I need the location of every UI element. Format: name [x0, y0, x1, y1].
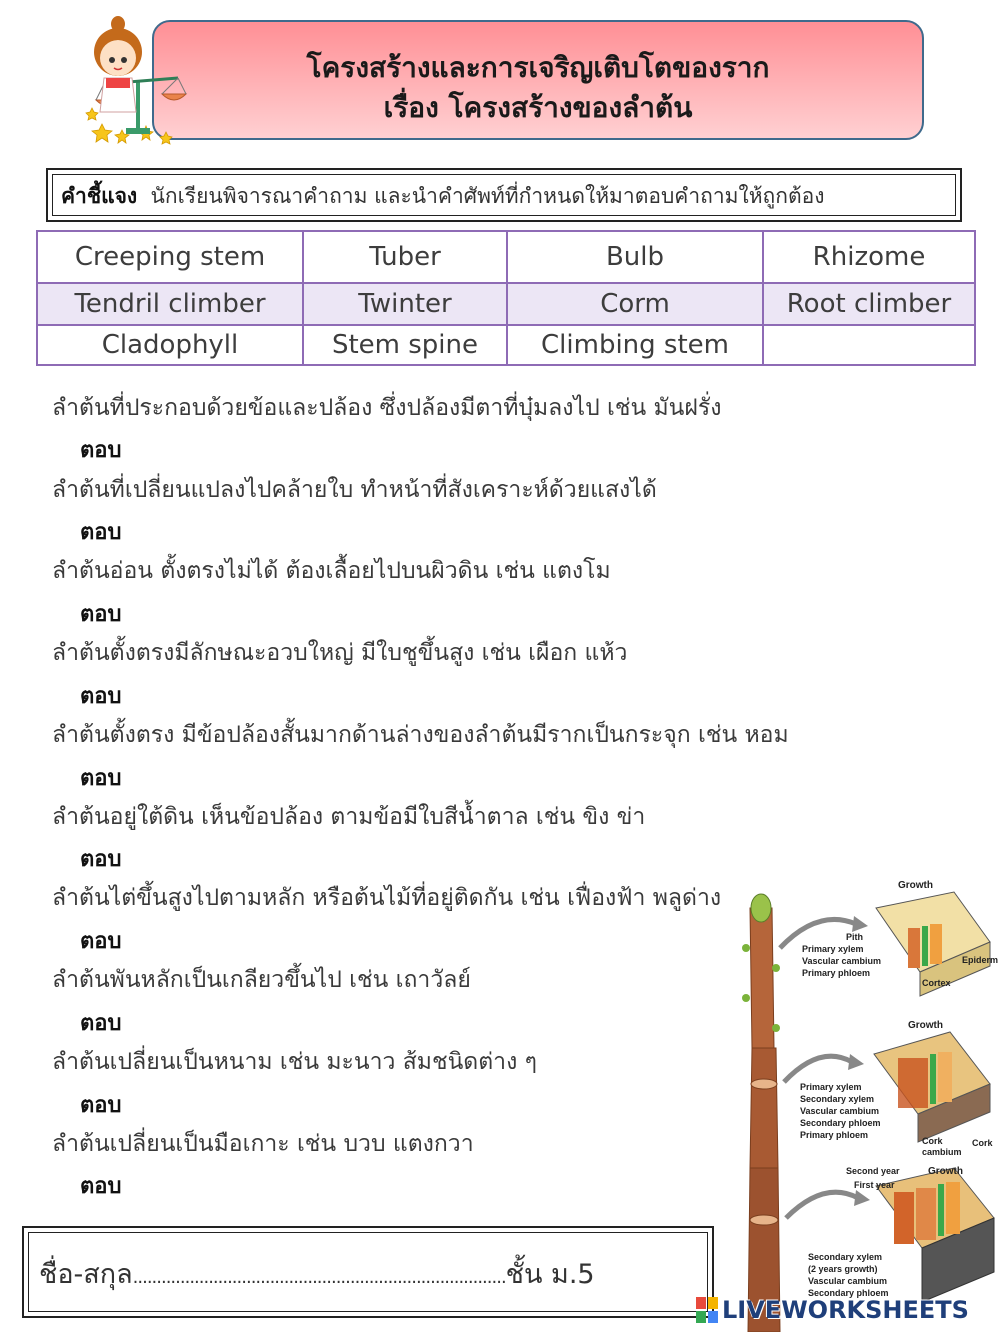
label-primary-phloem-2: Primary phloem [800, 1130, 869, 1140]
term-row [37, 231, 975, 283]
name-dots[interactable]: ............................................................................... [132, 1267, 506, 1288]
question-10: ลำต้นเปลี่ยนเป็นมือเกาะ เช่น บวบ แตงกวา [52, 1131, 474, 1157]
term-cell: Corm [507, 283, 763, 325]
question-8: ลำต้นพันหลักเป็นเกลียวขึ้นไป เช่น เถาวัลย์ [52, 967, 471, 993]
label-primary-xylem: Primary xylem [802, 944, 864, 954]
term-row [37, 283, 975, 325]
term-cell: Stem spine [303, 325, 507, 365]
term-cell: Root climber [763, 283, 975, 325]
question-5: ลำต้นตั้งตรง มีข้อปล้องสั้นมากด้านล่างของลำต้นมีรากเป็นกระจุก เช่น หอม [52, 722, 789, 748]
liveworksheets-mark-icon [696, 1297, 718, 1323]
answer-label-2[interactable]: ตอบ [80, 520, 122, 545]
label-second-year: Second year [846, 1166, 900, 1176]
label-secondary-xylem: Secondary xylem [800, 1094, 875, 1104]
label-vascular-cambium-2: Vascular cambium [800, 1106, 880, 1116]
title-banner [152, 20, 924, 140]
term-bank-table [36, 230, 976, 366]
growth-label-1: Growth [898, 880, 933, 891]
label-first-year: First year [854, 1180, 895, 1190]
label-secondary-phloem: Secondary phloem [800, 1118, 881, 1128]
label-cork-cambium-2: cambium [922, 1147, 962, 1157]
growth-label-3: Growth [928, 1166, 963, 1177]
stem-growth-diagram [728, 868, 1000, 1332]
label-secondary-phloem-3: Secondary phloem [808, 1288, 889, 1298]
question-4: ลำต้นตั้งตรงมีลักษณะอวบใหญ่ มีใบชูขึ้นสูง เช่น เผือก แห้ว [52, 640, 628, 666]
answer-label-9[interactable]: ตอบ [80, 1093, 122, 1118]
term-cell: Creeping stem [37, 231, 303, 283]
question-7: ลำต้นไต่ขึ้นสูงไปตามหลัก หรือต้นไม้ที่อยู่ติดกัน เช่น เฟื่องฟ้า พลูด่าง [52, 885, 722, 911]
label-pith: Pith [846, 932, 863, 942]
question-2: ลำต้นที่เปลี่ยนแปลงไปคล้ายใบ ทำหน้าที่สังเคราะห์ด้วยแสงได้ [52, 477, 657, 503]
answer-label-6[interactable]: ตอบ [80, 847, 122, 872]
term-cell: Twinter [303, 283, 507, 325]
label-secondary-xylem-3: Secondary xylem [808, 1252, 883, 1262]
label-primary-xylem-2: Primary xylem [800, 1082, 862, 1092]
question-6: ลำต้นอยู่ใต้ดิน เห็นข้อปล้อง ตามข้อมีใบสีน้ำตาล เช่น ขิง ข่า [52, 804, 646, 830]
answer-label-10[interactable]: ตอบ [80, 1174, 122, 1199]
name-class-box [22, 1226, 714, 1318]
term-cell: Cladophyll [37, 325, 303, 365]
class-label: ชั้น ม.5 [505, 1259, 595, 1290]
instructions-label: คำชี้แจง [61, 184, 138, 208]
label-cork-cambium-1: Cork [922, 1136, 943, 1146]
label-primary-phloem: Primary phloem [802, 968, 871, 978]
term-cell [763, 325, 975, 365]
answer-label-1[interactable]: ตอบ [80, 438, 122, 463]
question-9: ลำต้นเปลี่ยนเป็นหนาม เช่น มะนาว ส้มชนิดต่าง ๆ [52, 1049, 537, 1075]
question-3: ลำต้นอ่อน ตั้งตรงไม่ได้ ต้องเลื้อยไปบนผิวดิน เช่น แตงโม [52, 558, 611, 584]
label-vascular-cambium-3: Vascular cambium [808, 1276, 888, 1286]
term-cell: Climbing stem [507, 325, 763, 365]
label-cork: Cork [972, 1138, 993, 1148]
label-vascular-cambium: Vascular cambium [802, 956, 882, 966]
question-1: ลำต้นที่ประกอบด้วยข้อและปล้อง ซึ่งปล้องมีตาที่บุ๋มลงไป เช่น มันฝรั่ง [52, 395, 722, 421]
term-cell: Rhizome [763, 231, 975, 283]
title-line-2: เรื่อง โครงสร้างของลำต้น [383, 91, 693, 124]
answer-label-3[interactable]: ตอบ [80, 602, 122, 627]
answer-label-5[interactable]: ตอบ [80, 766, 122, 791]
label-cortex: Cortex [922, 978, 951, 988]
term-cell: Tendril climber [37, 283, 303, 325]
label-two-years-growth: (2 years growth) [808, 1264, 878, 1274]
growth-label-2: Growth [908, 1020, 943, 1031]
term-cell: Bulb [507, 231, 763, 283]
term-cell: Tuber [303, 231, 507, 283]
answer-label-8[interactable]: ตอบ [80, 1011, 122, 1036]
instructions-text: นักเรียนพิจารณาคำถาม และนำคำศัพท์ที่กำหนดให้มาตอบคำถามให้ถูกต้อง [150, 184, 825, 208]
name-label: ชื่อ-สกุล [39, 1259, 133, 1290]
label-epidermis: Epiderm [962, 955, 999, 965]
libra-mascot-illustration [82, 12, 194, 152]
title-line-1: โครงสร้างและการเจริญเติบโตของราก [306, 51, 770, 84]
liveworksheets-logo [696, 1296, 969, 1328]
answer-label-4[interactable]: ตอบ [80, 684, 122, 709]
term-row [37, 325, 975, 365]
answer-label-7[interactable]: ตอบ [80, 929, 122, 954]
liveworksheets-wordmark: LIVEWORKSHEETS [722, 1296, 969, 1324]
instructions-box [46, 168, 962, 222]
